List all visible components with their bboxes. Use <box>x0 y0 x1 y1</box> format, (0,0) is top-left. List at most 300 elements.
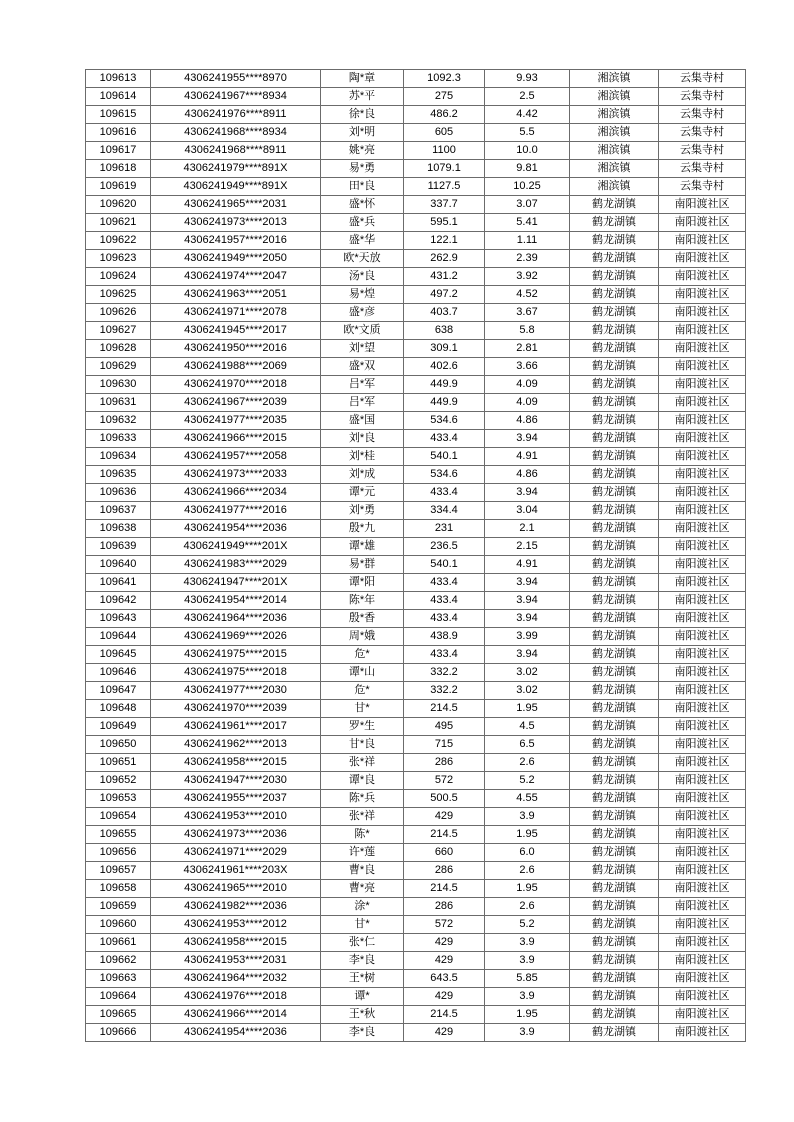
cell-amount: 433.4 <box>404 592 485 610</box>
cell-town: 鹤龙湖镇 <box>570 520 659 538</box>
cell-name: 盛*怀 <box>321 196 404 214</box>
cell-id-number: 4306241962****2013 <box>151 736 321 754</box>
cell-name: 徐*良 <box>321 106 404 124</box>
cell-name: 谭* <box>321 988 404 1006</box>
cell-id-number: 4306241969****2026 <box>151 628 321 646</box>
cell-area: 1.95 <box>485 700 570 718</box>
cell-id-number: 4306241975****2018 <box>151 664 321 682</box>
table-row <box>86 592 746 610</box>
cell-amount: 540.1 <box>404 556 485 574</box>
cell-seq: 109660 <box>86 916 151 934</box>
cell-village: 南阳渡社区 <box>659 790 746 808</box>
cell-village: 南阳渡社区 <box>659 484 746 502</box>
table-row <box>86 142 746 160</box>
cell-village: 南阳渡社区 <box>659 682 746 700</box>
cell-name: 陈*兵 <box>321 790 404 808</box>
cell-id-number: 4306241982****2036 <box>151 898 321 916</box>
cell-seq: 109616 <box>86 124 151 142</box>
table-row <box>86 718 746 736</box>
cell-amount: 497.2 <box>404 286 485 304</box>
cell-amount: 449.9 <box>404 394 485 412</box>
cell-amount: 429 <box>404 952 485 970</box>
cell-id-number: 4306241977****2016 <box>151 502 321 520</box>
cell-town: 鹤龙湖镇 <box>570 250 659 268</box>
table-row <box>86 1006 746 1024</box>
cell-area: 3.67 <box>485 304 570 322</box>
cell-village: 云集寺村 <box>659 106 746 124</box>
cell-amount: 595.1 <box>404 214 485 232</box>
cell-seq: 109639 <box>86 538 151 556</box>
table-row <box>86 952 746 970</box>
cell-village: 南阳渡社区 <box>659 862 746 880</box>
cell-id-number: 4306241977****2035 <box>151 412 321 430</box>
table-row <box>86 628 746 646</box>
cell-amount: 262.9 <box>404 250 485 268</box>
cell-town: 鹤龙湖镇 <box>570 718 659 736</box>
cell-name: 易*群 <box>321 556 404 574</box>
data-table <box>85 69 746 1042</box>
cell-amount: 403.7 <box>404 304 485 322</box>
cell-id-number: 4306241974****2047 <box>151 268 321 286</box>
cell-name: 盛*双 <box>321 358 404 376</box>
table-row <box>86 70 746 88</box>
cell-area: 3.94 <box>485 592 570 610</box>
cell-town: 鹤龙湖镇 <box>570 916 659 934</box>
cell-id-number: 4306241971****2078 <box>151 304 321 322</box>
cell-town: 鹤龙湖镇 <box>570 682 659 700</box>
cell-area: 2.39 <box>485 250 570 268</box>
cell-seq: 109632 <box>86 412 151 430</box>
cell-amount: 431.2 <box>404 268 485 286</box>
cell-village: 南阳渡社区 <box>659 934 746 952</box>
cell-amount: 433.4 <box>404 484 485 502</box>
cell-village: 南阳渡社区 <box>659 358 746 376</box>
cell-seq: 109623 <box>86 250 151 268</box>
cell-id-number: 4306241949****201X <box>151 538 321 556</box>
cell-town: 鹤龙湖镇 <box>570 394 659 412</box>
cell-id-number: 4306241949****891X <box>151 178 321 196</box>
cell-town: 鹤龙湖镇 <box>570 700 659 718</box>
cell-area: 3.07 <box>485 196 570 214</box>
cell-amount: 643.5 <box>404 970 485 988</box>
cell-name: 张*祥 <box>321 754 404 772</box>
cell-village: 南阳渡社区 <box>659 430 746 448</box>
cell-village: 南阳渡社区 <box>659 808 746 826</box>
cell-id-number: 4306241975****2015 <box>151 646 321 664</box>
cell-amount: 1100 <box>404 142 485 160</box>
cell-id-number: 4306241950****2016 <box>151 340 321 358</box>
cell-name: 曹*亮 <box>321 880 404 898</box>
cell-name: 刘*勇 <box>321 502 404 520</box>
table-row <box>86 520 746 538</box>
cell-area: 5.85 <box>485 970 570 988</box>
cell-id-number: 4306241977****2030 <box>151 682 321 700</box>
cell-amount: 1092.3 <box>404 70 485 88</box>
cell-area: 4.91 <box>485 556 570 574</box>
cell-area: 2.6 <box>485 862 570 880</box>
cell-village: 南阳渡社区 <box>659 664 746 682</box>
cell-area: 4.55 <box>485 790 570 808</box>
cell-area: 2.6 <box>485 898 570 916</box>
cell-town: 鹤龙湖镇 <box>570 808 659 826</box>
cell-id-number: 4306241976****8911 <box>151 106 321 124</box>
cell-town: 鹤龙湖镇 <box>570 772 659 790</box>
cell-seq: 109627 <box>86 322 151 340</box>
table-row <box>86 682 746 700</box>
cell-area: 5.41 <box>485 214 570 232</box>
cell-town: 鹤龙湖镇 <box>570 754 659 772</box>
cell-town: 鹤龙湖镇 <box>570 214 659 232</box>
cell-town: 湘滨镇 <box>570 178 659 196</box>
table-row <box>86 754 746 772</box>
cell-id-number: 4306241964****2036 <box>151 610 321 628</box>
cell-name: 危* <box>321 682 404 700</box>
cell-id-number: 4306241953****2010 <box>151 808 321 826</box>
cell-village: 云集寺村 <box>659 160 746 178</box>
cell-name: 刘*望 <box>321 340 404 358</box>
cell-name: 甘* <box>321 916 404 934</box>
cell-id-number: 4306241973****2033 <box>151 466 321 484</box>
table-row <box>86 160 746 178</box>
cell-amount: 214.5 <box>404 700 485 718</box>
cell-name: 甘*良 <box>321 736 404 754</box>
cell-village: 南阳渡社区 <box>659 718 746 736</box>
cell-town: 鹤龙湖镇 <box>570 232 659 250</box>
cell-seq: 109617 <box>86 142 151 160</box>
cell-name: 易*煌 <box>321 286 404 304</box>
cell-town: 鹤龙湖镇 <box>570 358 659 376</box>
cell-town: 鹤龙湖镇 <box>570 736 659 754</box>
cell-seq: 109661 <box>86 934 151 952</box>
cell-id-number: 4306241970****2039 <box>151 700 321 718</box>
cell-village: 南阳渡社区 <box>659 322 746 340</box>
cell-area: 6.5 <box>485 736 570 754</box>
cell-name: 周*娥 <box>321 628 404 646</box>
cell-town: 鹤龙湖镇 <box>570 538 659 556</box>
cell-amount: 486.2 <box>404 106 485 124</box>
cell-id-number: 4306241954****2036 <box>151 520 321 538</box>
cell-area: 2.15 <box>485 538 570 556</box>
cell-town: 湘滨镇 <box>570 142 659 160</box>
cell-area: 3.02 <box>485 664 570 682</box>
cell-village: 南阳渡社区 <box>659 772 746 790</box>
cell-town: 鹤龙湖镇 <box>570 1024 659 1042</box>
table-row <box>86 610 746 628</box>
cell-seq: 109614 <box>86 88 151 106</box>
cell-town: 鹤龙湖镇 <box>570 592 659 610</box>
cell-town: 鹤龙湖镇 <box>570 664 659 682</box>
cell-area: 3.94 <box>485 484 570 502</box>
table-row <box>86 448 746 466</box>
table-row <box>86 268 746 286</box>
cell-amount: 309.1 <box>404 340 485 358</box>
cell-area: 3.92 <box>485 268 570 286</box>
cell-amount: 286 <box>404 898 485 916</box>
cell-amount: 534.6 <box>404 466 485 484</box>
cell-name: 易*勇 <box>321 160 404 178</box>
table-row <box>86 358 746 376</box>
cell-town: 鹤龙湖镇 <box>570 826 659 844</box>
cell-name: 姚*亮 <box>321 142 404 160</box>
cell-name: 罗*生 <box>321 718 404 736</box>
cell-seq: 109658 <box>86 880 151 898</box>
cell-area: 2.1 <box>485 520 570 538</box>
cell-area: 3.9 <box>485 988 570 1006</box>
cell-name: 涂* <box>321 898 404 916</box>
cell-id-number: 4306241953****2012 <box>151 916 321 934</box>
cell-id-number: 4306241979****891X <box>151 160 321 178</box>
table-row <box>86 826 746 844</box>
cell-village: 云集寺村 <box>659 142 746 160</box>
cell-seq: 109621 <box>86 214 151 232</box>
cell-name: 盛*兵 <box>321 214 404 232</box>
cell-area: 3.02 <box>485 682 570 700</box>
cell-amount: 500.5 <box>404 790 485 808</box>
cell-seq: 109645 <box>86 646 151 664</box>
cell-id-number: 4306241973****2013 <box>151 214 321 232</box>
cell-seq: 109640 <box>86 556 151 574</box>
cell-seq: 109633 <box>86 430 151 448</box>
cell-id-number: 4306241954****2014 <box>151 592 321 610</box>
cell-amount: 214.5 <box>404 826 485 844</box>
cell-town: 湘滨镇 <box>570 88 659 106</box>
cell-id-number: 4306241955****8970 <box>151 70 321 88</box>
cell-area: 3.94 <box>485 646 570 664</box>
cell-area: 2.81 <box>485 340 570 358</box>
table-row <box>86 376 746 394</box>
cell-seq: 109666 <box>86 1024 151 1042</box>
cell-seq: 109620 <box>86 196 151 214</box>
cell-id-number: 4306241968****8911 <box>151 142 321 160</box>
cell-id-number: 4306241954****2036 <box>151 1024 321 1042</box>
cell-village: 南阳渡社区 <box>659 826 746 844</box>
cell-area: 4.86 <box>485 466 570 484</box>
table-row <box>86 196 746 214</box>
cell-village: 南阳渡社区 <box>659 538 746 556</box>
cell-id-number: 4306241958****2015 <box>151 934 321 952</box>
cell-seq: 109655 <box>86 826 151 844</box>
cell-seq: 109664 <box>86 988 151 1006</box>
cell-seq: 109652 <box>86 772 151 790</box>
table-row <box>86 178 746 196</box>
cell-seq: 109613 <box>86 70 151 88</box>
cell-name: 危* <box>321 646 404 664</box>
cell-amount: 495 <box>404 718 485 736</box>
cell-amount: 433.4 <box>404 430 485 448</box>
table-row <box>86 916 746 934</box>
table-row <box>86 466 746 484</box>
cell-id-number: 4306241958****2015 <box>151 754 321 772</box>
cell-town: 鹤龙湖镇 <box>570 1006 659 1024</box>
cell-area: 5.2 <box>485 916 570 934</box>
cell-amount: 332.2 <box>404 682 485 700</box>
cell-id-number: 4306241983****2029 <box>151 556 321 574</box>
cell-town: 鹤龙湖镇 <box>570 556 659 574</box>
cell-id-number: 4306241961****203X <box>151 862 321 880</box>
cell-name: 陈*年 <box>321 592 404 610</box>
cell-amount: 429 <box>404 1024 485 1042</box>
cell-village: 南阳渡社区 <box>659 520 746 538</box>
cell-name: 王*秋 <box>321 1006 404 1024</box>
cell-id-number: 4306241968****8934 <box>151 124 321 142</box>
table-row <box>86 970 746 988</box>
cell-amount: 1079.1 <box>404 160 485 178</box>
cell-seq: 109618 <box>86 160 151 178</box>
cell-area: 3.04 <box>485 502 570 520</box>
table-row <box>86 412 746 430</box>
cell-id-number: 4306241949****2050 <box>151 250 321 268</box>
cell-town: 鹤龙湖镇 <box>570 862 659 880</box>
cell-amount: 438.9 <box>404 628 485 646</box>
table-row <box>86 880 746 898</box>
cell-name: 李*良 <box>321 1024 404 1042</box>
cell-name: 王*树 <box>321 970 404 988</box>
cell-amount: 429 <box>404 808 485 826</box>
table-row <box>86 232 746 250</box>
cell-village: 云集寺村 <box>659 88 746 106</box>
table-row <box>86 502 746 520</box>
cell-area: 4.09 <box>485 376 570 394</box>
cell-seq: 109659 <box>86 898 151 916</box>
cell-seq: 109619 <box>86 178 151 196</box>
cell-town: 鹤龙湖镇 <box>570 934 659 952</box>
cell-town: 鹤龙湖镇 <box>570 196 659 214</box>
cell-village: 南阳渡社区 <box>659 844 746 862</box>
cell-name: 张*祥 <box>321 808 404 826</box>
table-row <box>86 556 746 574</box>
cell-amount: 332.2 <box>404 664 485 682</box>
cell-town: 鹤龙湖镇 <box>570 484 659 502</box>
table-row <box>86 772 746 790</box>
cell-seq: 109651 <box>86 754 151 772</box>
cell-village: 云集寺村 <box>659 124 746 142</box>
cell-seq: 109643 <box>86 610 151 628</box>
cell-name: 谭*山 <box>321 664 404 682</box>
cell-amount: 275 <box>404 88 485 106</box>
table-row <box>86 286 746 304</box>
cell-seq: 109665 <box>86 1006 151 1024</box>
cell-name: 陈* <box>321 826 404 844</box>
cell-name: 刘*良 <box>321 430 404 448</box>
cell-id-number: 4306241957****2016 <box>151 232 321 250</box>
table-row <box>86 700 746 718</box>
cell-village: 南阳渡社区 <box>659 214 746 232</box>
cell-name: 许*莲 <box>321 844 404 862</box>
table-row <box>86 988 746 1006</box>
cell-village: 南阳渡社区 <box>659 448 746 466</box>
cell-name: 殷*九 <box>321 520 404 538</box>
cell-seq: 109615 <box>86 106 151 124</box>
cell-name: 甘* <box>321 700 404 718</box>
cell-seq: 109662 <box>86 952 151 970</box>
cell-town: 鹤龙湖镇 <box>570 412 659 430</box>
cell-area: 1.95 <box>485 826 570 844</box>
cell-id-number: 4306241955****2037 <box>151 790 321 808</box>
cell-village: 南阳渡社区 <box>659 232 746 250</box>
cell-area: 1.95 <box>485 1006 570 1024</box>
cell-name: 欧*文质 <box>321 322 404 340</box>
cell-village: 南阳渡社区 <box>659 700 746 718</box>
cell-village: 云集寺村 <box>659 70 746 88</box>
cell-name: 盛*国 <box>321 412 404 430</box>
cell-village: 南阳渡社区 <box>659 592 746 610</box>
cell-name: 陶*章 <box>321 70 404 88</box>
cell-village: 南阳渡社区 <box>659 466 746 484</box>
cell-amount: 433.4 <box>404 574 485 592</box>
cell-name: 盛*彦 <box>321 304 404 322</box>
cell-area: 5.2 <box>485 772 570 790</box>
cell-town: 鹤龙湖镇 <box>570 466 659 484</box>
cell-id-number: 4306241961****2017 <box>151 718 321 736</box>
cell-seq: 109653 <box>86 790 151 808</box>
cell-amount: 429 <box>404 988 485 1006</box>
cell-town: 鹤龙湖镇 <box>570 628 659 646</box>
cell-area: 3.94 <box>485 574 570 592</box>
cell-seq: 109624 <box>86 268 151 286</box>
cell-id-number: 4306241966****2014 <box>151 1006 321 1024</box>
cell-id-number: 4306241966****2015 <box>151 430 321 448</box>
cell-seq: 109626 <box>86 304 151 322</box>
cell-name: 欧*天放 <box>321 250 404 268</box>
cell-area: 3.9 <box>485 934 570 952</box>
cell-town: 湘滨镇 <box>570 124 659 142</box>
table-row <box>86 484 746 502</box>
cell-amount: 231 <box>404 520 485 538</box>
cell-id-number: 4306241963****2051 <box>151 286 321 304</box>
cell-name: 汤*良 <box>321 268 404 286</box>
cell-area: 4.52 <box>485 286 570 304</box>
table-row <box>86 934 746 952</box>
cell-village: 南阳渡社区 <box>659 394 746 412</box>
cell-area: 4.91 <box>485 448 570 466</box>
cell-seq: 109629 <box>86 358 151 376</box>
cell-name: 吕*军 <box>321 376 404 394</box>
cell-name: 谭*良 <box>321 772 404 790</box>
cell-area: 10.25 <box>485 178 570 196</box>
cell-area: 3.9 <box>485 1024 570 1042</box>
cell-village: 南阳渡社区 <box>659 970 746 988</box>
table-row <box>86 574 746 592</box>
cell-seq: 109631 <box>86 394 151 412</box>
cell-id-number: 4306241967****8934 <box>151 88 321 106</box>
cell-area: 9.93 <box>485 70 570 88</box>
cell-village: 南阳渡社区 <box>659 754 746 772</box>
cell-amount: 1127.5 <box>404 178 485 196</box>
cell-area: 3.66 <box>485 358 570 376</box>
cell-name: 张*仁 <box>321 934 404 952</box>
cell-village: 南阳渡社区 <box>659 340 746 358</box>
cell-village: 南阳渡社区 <box>659 880 746 898</box>
cell-area: 4.5 <box>485 718 570 736</box>
cell-seq: 109657 <box>86 862 151 880</box>
cell-amount: 449.9 <box>404 376 485 394</box>
table-row <box>86 898 746 916</box>
table-row <box>86 340 746 358</box>
cell-area: 3.99 <box>485 628 570 646</box>
cell-amount: 433.4 <box>404 610 485 628</box>
cell-village: 南阳渡社区 <box>659 628 746 646</box>
cell-amount: 715 <box>404 736 485 754</box>
cell-village: 南阳渡社区 <box>659 574 746 592</box>
cell-amount: 638 <box>404 322 485 340</box>
cell-village: 南阳渡社区 <box>659 286 746 304</box>
cell-town: 鹤龙湖镇 <box>570 286 659 304</box>
cell-amount: 429 <box>404 934 485 952</box>
table-row <box>86 430 746 448</box>
cell-town: 鹤龙湖镇 <box>570 952 659 970</box>
cell-amount: 572 <box>404 772 485 790</box>
cell-id-number: 4306241957****2058 <box>151 448 321 466</box>
